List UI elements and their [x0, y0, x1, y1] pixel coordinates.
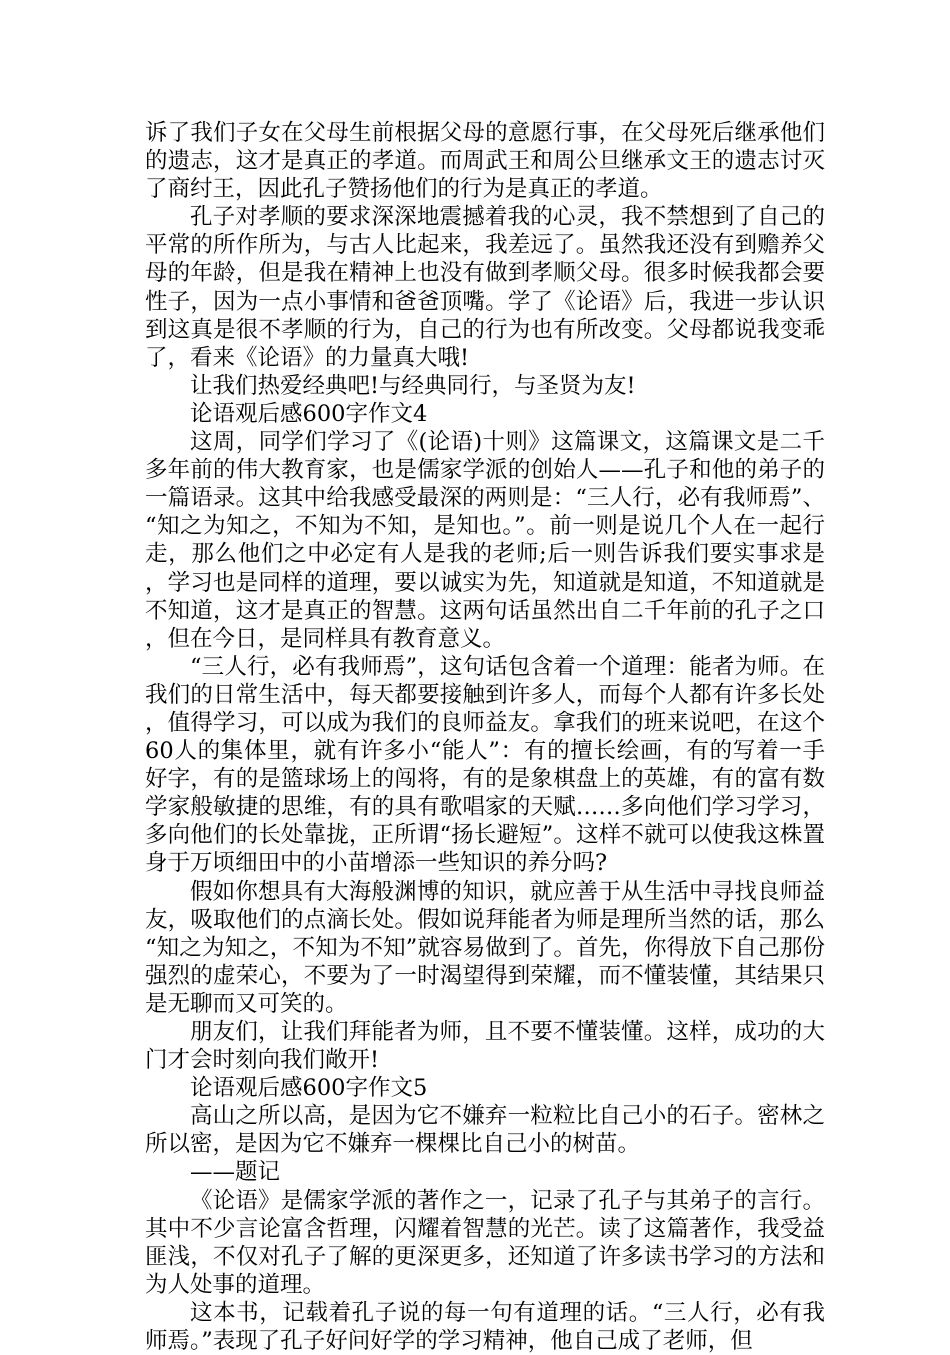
epigraph-attribution: ——题记 — [190, 1159, 281, 1186]
paragraph: 《论语》是儒家学派的著作之一，记录了孔子与其弟子的言行。其中不少言论富含哲理，闪耀着智慧的光芒。读了这篇著作，我受益匪浅，不仅对孔子了解的更深更多，还知道了许多读书学习的方法和为人处事的道理。 — [145, 1187, 825, 1298]
paragraph: 让我们热爱经典吧!与经典同行，与圣贤为友! — [190, 372, 636, 399]
paragraph: 孔子对孝顺的要求深深地震撼着我的心灵，我不禁想到了自己的平常的所作所为，与古人比起来，我差远了。虽然我还没有到赡养父母的年龄，但是我在精神上也没有做到孝顺父母。很多时候我都会要性子，因为一点小事情和爸爸顶嘴。学了《论语》后，我进一步认识到这真是很不孝顺的行为，自己的行为也有所改变。父母都说我变乖了，看来《论语》的力量真大哦! — [145, 204, 825, 371]
paragraph: 这本书，记载着孔子说的每一句有道理的话。“三人行，必有我师焉。”表现了孔子好问好学的学习精神，他自己成了老师，但 — [145, 1299, 825, 1355]
section-heading: 论语观后感600字作文5 — [190, 1075, 428, 1102]
document-page — [145, 119, 825, 1355]
paragraph: 这周，同学们学习了《(论语)十则》这篇课文，这篇课文是二千多年前的伟大教育家，也是儒家学派的创始人——孔子和他的弟子的一篇语录。这其中给我感受最深的两则是：“三人行，必有我师焉”、“知之为知之，不知为不知，是知也。”。前一则是说几个人在一起行走，那么他们之中必定有人是我的老师;后一则告诉我们要实事求是，学习也是同样的道理，要以诚实为先，知道就是知道，不知道就是不知道，这才是真正的智慧。这两句话虽然出自二千年前的孔子之口，但在今日，是同样具有教育意义。 — [145, 429, 825, 652]
paragraph: 高山之所以高，是因为它不嫌弃一粒粒比自己小的石子。密林之所以密，是因为它不嫌弃一棵棵比自己小的树苗。 — [145, 1103, 825, 1158]
paragraph: 朋友们，让我们拜能者为师，且不要不懂装懂。这样，成功的大门才会时刻向我们敞开! — [145, 1019, 825, 1074]
paragraph: 假如你想具有大海般渊博的知识，就应善于从生活中寻找良师益友，吸取他们的点滴长处。假如说拜能者为师是理所当然的话，那么“知之为知之，不知为不知”就容易做到了。首先，你得放下自己那份强烈的虚荣心，不要为了一时渴望得到荣耀，而不懂装懂，其结果只是无聊而又可笑的。 — [145, 878, 825, 1017]
paragraph: “三人行，必有我师焉”，这句话包含着一个道理：能者为师。在我们的日常生活中，每天都要接触到许多人，而每个人都有许多长处，值得学习，可以成为我们的良师益友。拿我们的班来说吧，在这个60人的集体里，就有许多小“能人”：有的擅长绘画，有的写着一手好字，有的是篮球场上的闯将，有的是象棋盘上的英雄，有的富有数学家般敏捷的思维，有的具有歌唱家的天赋……多向他们学习学习，多向他们的长处靠拢，正所谓“扬长避短”。这样不就可以使我这株置身于万顷细田中的小苗增添一些知识的养分吗? — [145, 653, 825, 877]
paragraph: 诉了我们子女在父母生前根据父母的意愿行事，在父母死后继承他们的遗志，这才是真正的孝道。而周武王和周公旦继承文王的遗志讨灭了商纣王，因此孔子赞扬他们的行为是真正的孝道。 — [145, 120, 825, 203]
section-heading: 论语观后感600字作文4 — [190, 400, 428, 427]
